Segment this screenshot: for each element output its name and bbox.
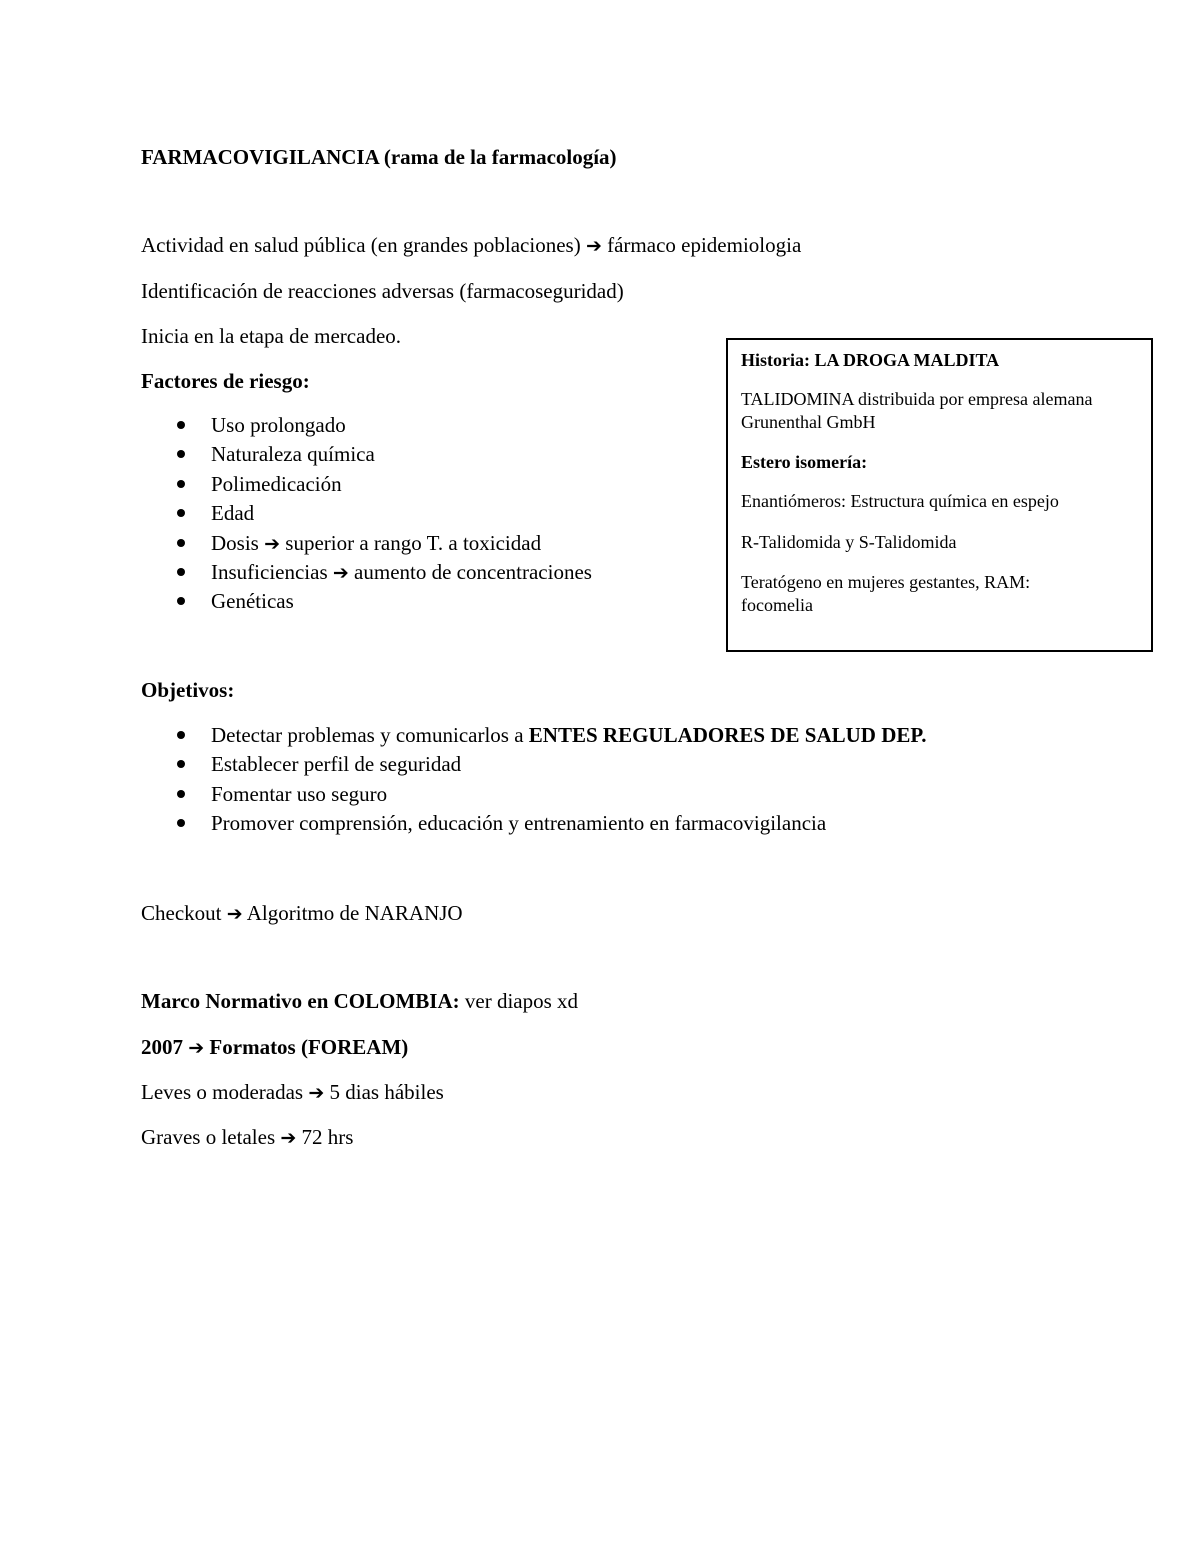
list-item: Promover comprensión, educación y entrenamiento en farmacovigilancia — [141, 810, 927, 839]
objetivos-list — [141, 722, 927, 840]
list-item — [141, 559, 592, 588]
checkout-label: Checkout — [141, 901, 222, 925]
arrow-icon: ➔ — [280, 1127, 297, 1149]
formatos-label: Formatos (FOREAM) — [209, 1035, 409, 1059]
intro-line-1-text: Actividad en salud pública (en grandes poblaciones) — [141, 233, 581, 257]
arrow-icon: ➔ — [585, 235, 602, 257]
intro-line-1-target: fármaco epidemiologia — [607, 233, 802, 257]
leves-label: Leves o moderadas — [141, 1080, 304, 1104]
leves-time: 5 dias hábiles — [329, 1080, 444, 1104]
graves-label: Graves o letales — [141, 1125, 276, 1149]
arrow-icon: ➔ — [226, 903, 243, 925]
objetivos-heading: Objetivos: — [141, 678, 235, 702]
leves-line — [141, 1079, 444, 1106]
list-item — [141, 722, 927, 751]
marco-line — [141, 988, 578, 1014]
insuficiencias-detail: aumento de concentraciones — [354, 559, 592, 584]
teratogeno-line-2: focomelia — [741, 595, 813, 615]
arrow-icon: ➔ — [264, 532, 281, 555]
estero-isomeria-heading: Estero isomería: — [741, 452, 868, 472]
checkout-target: Algoritmo de NARANJO — [246, 901, 463, 925]
marco-heading: Marco Normativo en COLOMBIA: — [141, 989, 460, 1013]
list-item: Fomentar uso seguro — [141, 781, 927, 810]
factores-list — [141, 412, 592, 618]
enantiomeros-text: Enantiómeros: Estructura química en espejo — [741, 491, 1059, 511]
teratogeno-line-1: Teratógeno en mujeres gestantes, RAM: — [741, 572, 1031, 592]
intro-line-1 — [141, 232, 801, 259]
marco-note: ver diapos xd — [459, 989, 579, 1013]
historia-paragraph-1-line-2: Grunenthal GmbH — [741, 412, 876, 432]
list-item: Naturaleza química — [141, 441, 592, 470]
insuficiencias-label: Insuficiencias — [211, 559, 328, 584]
document-title: FARMACOVIGILANCIA (rama de la farmacología) — [141, 145, 617, 169]
factores-heading: Factores de riesgo: — [141, 369, 310, 393]
historia-paragraph-1-line-1: TALIDOMINA distribuida por empresa alemana — [741, 389, 1093, 409]
list-item: Uso prolongado — [141, 412, 592, 441]
arrow-icon: ➔ — [308, 1082, 325, 1104]
objetivo-1-text: Detectar problemas y comunicarlos a — [211, 723, 529, 747]
historia-box — [726, 338, 1153, 652]
graves-line — [141, 1124, 353, 1151]
graves-time: 72 hrs — [301, 1125, 354, 1149]
list-item: Genéticas — [141, 588, 592, 617]
formatos-year: 2007 — [141, 1035, 183, 1059]
objetivo-1-emphasis: ENTES REGULADORES DE SALUD DEP. — [528, 723, 927, 747]
checkout-line — [141, 900, 463, 927]
list-item: Establecer perfil de seguridad — [141, 751, 927, 780]
arrow-icon: ➔ — [188, 1037, 205, 1059]
list-item — [141, 530, 592, 559]
formatos-line — [141, 1034, 408, 1061]
intro-line-3: Inicia en la etapa de mercadeo. — [141, 324, 402, 348]
arrow-icon: ➔ — [332, 561, 349, 584]
list-item: Polimedicación — [141, 471, 592, 500]
dosis-detail: superior a rango T. a toxicidad — [285, 530, 542, 555]
list-item: Edad — [141, 500, 592, 529]
intro-line-2: Identificación de reacciones adversas (farmacoseguridad) — [141, 279, 624, 303]
talidomida-text: R-Talidomida y S-Talidomida — [741, 532, 957, 552]
historia-heading: Historia: LA DROGA MALDITA — [741, 350, 1000, 370]
dosis-label: Dosis — [211, 530, 259, 555]
